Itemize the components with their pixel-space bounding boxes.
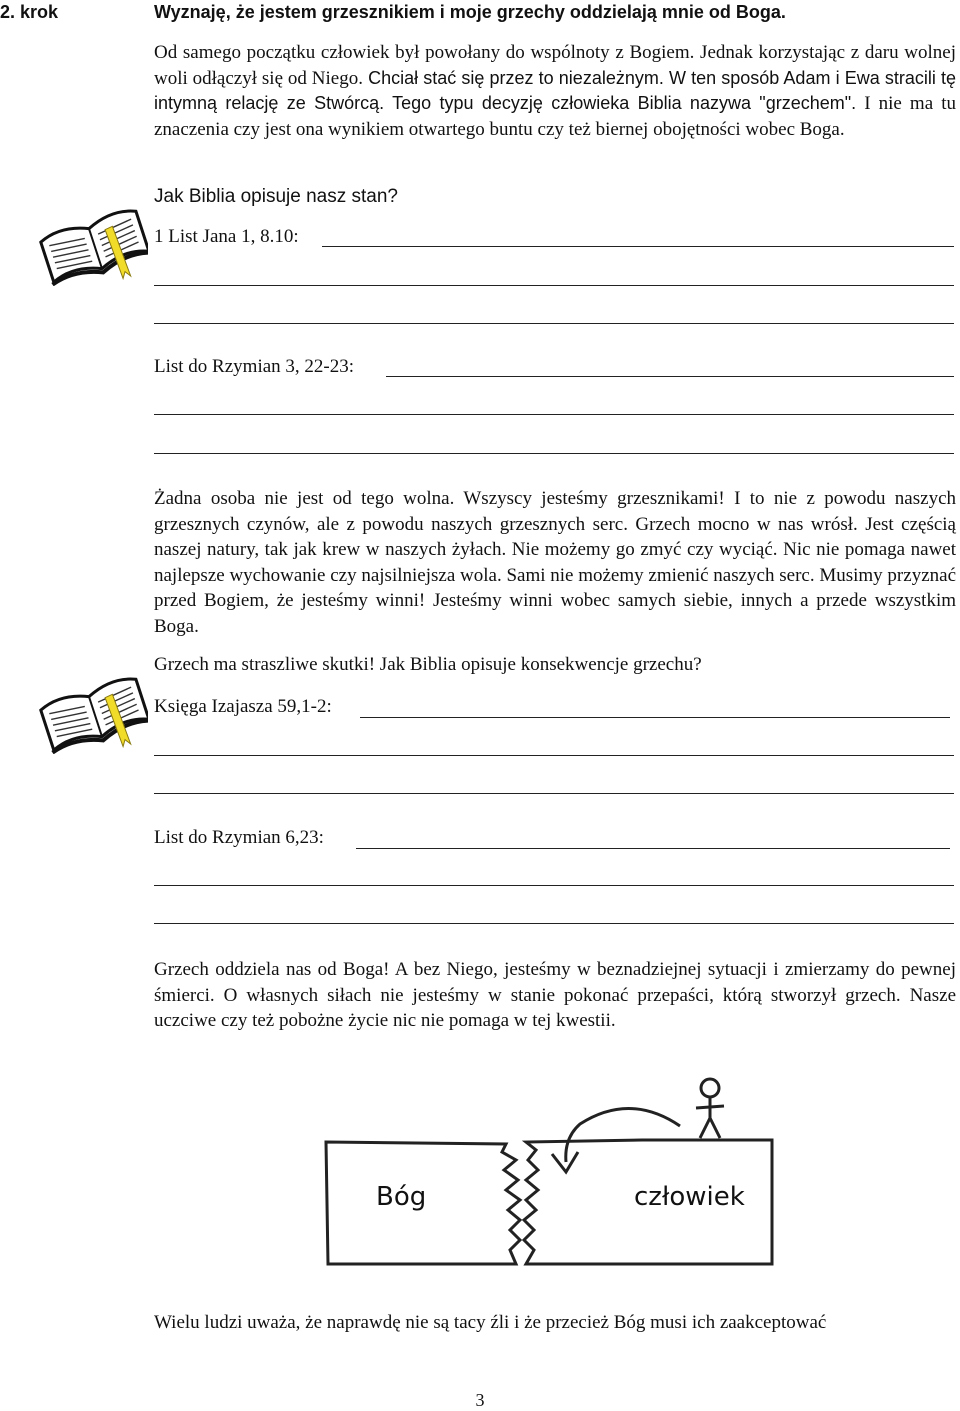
answer-line: [154, 793, 954, 794]
intro-paragraph: [154, 40, 956, 142]
man-label: człowiek: [634, 1182, 745, 1212]
separation-drawing: [320, 1074, 780, 1274]
closing-sentence: Wielu ludzi uważa, że naprawdę nie są tacy źli i że przecież Bóg musi ich zaakceptować: [154, 1312, 827, 1333]
intro-serif: Od samego początku człowiek był powołany do wspólnoty z Bogiem. Jednak korzystając z daru wolnej woli odłączył się od Niego.: [154, 42, 956, 89]
verse-romans-3: List do Rzymian 3, 22-23:: [154, 356, 355, 377]
section-heading: Wyznaję, że jestem grzesznikiem i moje grzechy oddzielają mnie od Boga.: [154, 2, 786, 22]
open-bible-icon: [38, 196, 148, 291]
answer-line: [154, 755, 954, 756]
answer-line: [154, 285, 954, 286]
question-consequences: Grzech ma straszliwe skutki! Jak Biblia opisuje konsekwencje grzechu?: [154, 654, 702, 675]
verse-1-john: 1 List Jana 1, 8.10:: [154, 226, 299, 247]
answer-line: [360, 717, 950, 718]
answer-line: [386, 376, 954, 377]
answer-line: [154, 885, 954, 886]
verse-isaiah: Księga Izajasza 59,1-2:: [154, 696, 332, 717]
answer-line: [154, 323, 954, 324]
open-bible-icon: [38, 664, 148, 759]
answer-line: [154, 453, 954, 454]
separation-paragraph: Grzech oddziela nas od Boga! A bez Niego, jesteśmy w beznadziejnej sytuacji i zmierzamy do pewnej śmierci. O własnych siłach nie jesteśmy w stanie pokonać przepaści, którą stworzył grzech. Nasze uczciwe czy też pobożne życie nic nie pomaga w tej kwestii.: [154, 959, 956, 1031]
question-our-state: Jak Biblia opisuje nasz stan?: [154, 186, 398, 207]
verse-romans-6: List do Rzymian 6,23:: [154, 827, 324, 848]
answer-line: [356, 848, 950, 849]
answer-line: [154, 923, 954, 924]
god-label: Bóg: [376, 1182, 427, 1212]
intro-sans: Chciał stać się przez to niezależnym. W ten sposób Adam i Ewa stracili tę intymną relację ze Stwórcą. Tego typu decyzję człowieka Biblia nazywa "grzechem".: [154, 67, 956, 113]
intro-tail: I nie ma tu znaczenia czy jest ona wynikiem otwartego buntu czy też biernej obojętności wobec Boga.: [154, 93, 956, 140]
page-number: 3: [475, 1390, 485, 1410]
sinners-paragraph: Żadna osoba nie jest od tego wolna. Wszyscy jesteśmy grzesznikami! I to nie z powodu naszych grzesznych czynów, ale z powodu naszych grzesznych serc. Grzech mocno w nas wrósł. Jest częścią naszej natury, tak jak krew w naszych żyłach. Nie możemy go zmyć czy wyciąć. Nic nie pomaga nawet najlepsze wychowanie czy najsilniejsza wola. Sami nie możemy zmienić naszych serc. Musimy przyznać przed Bogiem, że jesteśmy winni! Jesteśmy winni wobec samych siebie, innych a przede wszystkim Boga.: [154, 488, 956, 637]
step-label: 2. krok: [0, 2, 59, 22]
answer-line: [154, 414, 954, 415]
person-icon: [696, 1079, 724, 1138]
answer-line: [322, 246, 954, 247]
